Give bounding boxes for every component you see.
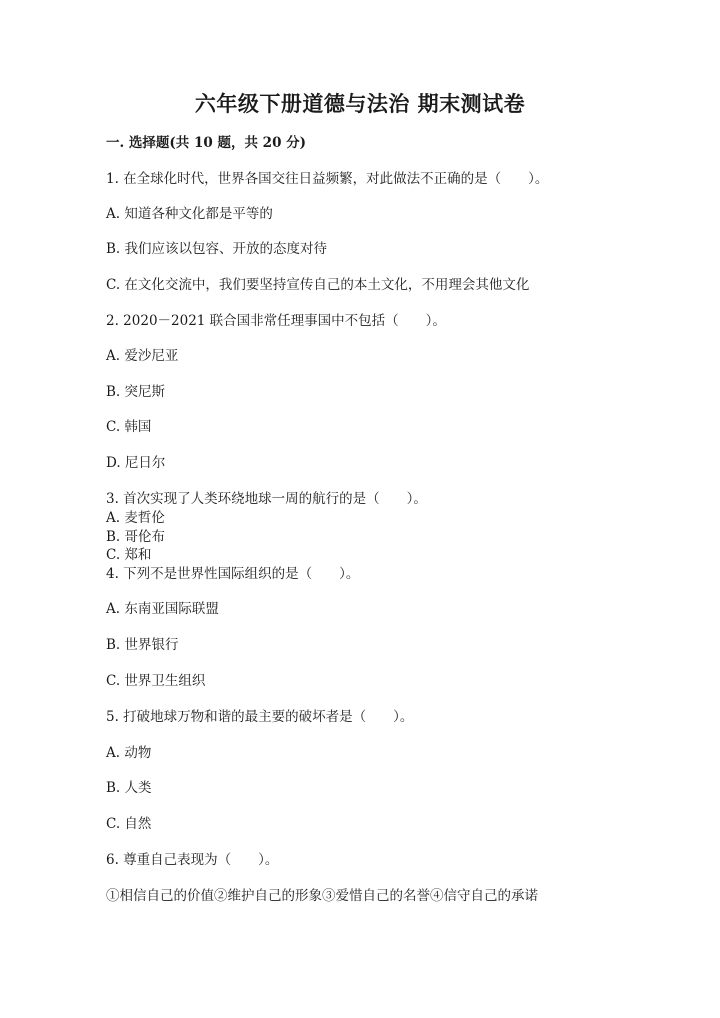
question-2-option-c: C. 韩国 <box>106 419 152 435</box>
section-heading: 一. 选择题(共 10 题，共 20 分) <box>106 135 307 151</box>
question-5-option-a: A. 动物 <box>106 745 152 761</box>
question-4-option-a: A. 东南亚国际联盟 <box>106 601 219 617</box>
question-4-option-b: B. 世界银行 <box>106 637 179 653</box>
question-3-option-c: C. 郑和 <box>106 547 152 563</box>
question-6-stem: 6. 尊重自己表现为（ ）。 <box>106 852 279 868</box>
question-5-option-c: C. 自然 <box>106 816 152 832</box>
question-1-stem: 1. 在全球化时代，世界各国交往日益频繁，对此做法不正确的是（ ）。 <box>106 171 549 187</box>
question-3-option-a: A. 麦哲伦 <box>106 510 165 526</box>
question-3-stem: 3. 首次实现了人类环绕地球一周的航行的是（ ）。 <box>106 491 427 507</box>
question-6-statements: ①相信自己的价值②维护自己的形象③爱惜自己的名誉④信守自己的承诺 <box>106 888 538 904</box>
question-3-option-b: B. 哥伦布 <box>106 529 166 545</box>
question-5-option-b: B. 人类 <box>106 780 152 796</box>
page-title: 六年级下册道德与法治 期末测试卷 <box>194 91 526 116</box>
question-2-stem: 2. 2020－2021 联合国非常任理事国中不包括（ ）。 <box>106 313 446 329</box>
question-1-option-b: B. 我们应该以包容、开放的态度对待 <box>106 241 328 257</box>
question-4-stem: 4. 下列不是世界性国际组织的是（ ）。 <box>106 566 360 582</box>
question-1-option-c: C. 在文化交流中，我们要坚持宣传自己的本土文化，不用理会其他文化 <box>106 277 530 293</box>
question-5-stem: 5. 打破地球万物和谐的最主要的破坏者是（ ）。 <box>106 709 414 725</box>
question-2-option-d: D. 尼日尔 <box>106 455 166 471</box>
question-2-option-a: A. 爱沙尼亚 <box>106 348 179 364</box>
question-2-option-b: B. 突尼斯 <box>106 384 166 400</box>
question-4-option-c: C. 世界卫生组织 <box>106 673 206 689</box>
question-1-option-a: A. 知道各种文化都是平等的 <box>106 206 273 222</box>
